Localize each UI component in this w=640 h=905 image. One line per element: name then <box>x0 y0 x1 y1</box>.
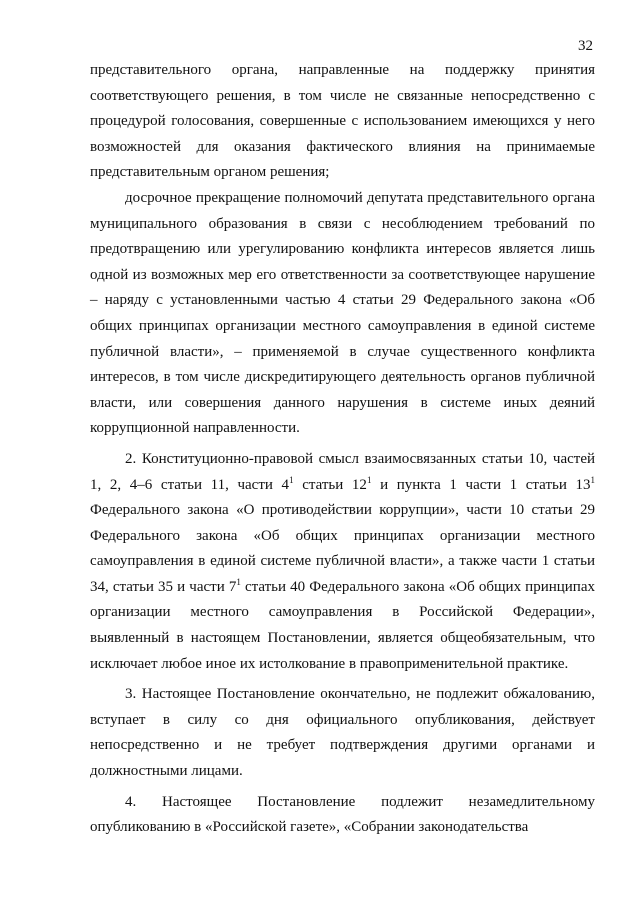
document-body <box>90 58 595 841</box>
superscript-2: 1 <box>366 474 372 485</box>
page-number: 32 <box>578 38 593 54</box>
paragraph-2: досрочное прекращение полномочий депутата представительного органа муниципального образования в связи с несоблюдением требований по предотвращению или урегулированию конфликта интересов является лишь одной из возможных мер его ответственности за соответствующее нарушение – наряду с установленными частью 4 статьи 29 Федерального закона «Об общих принципах организации местного самоуправления в единой системе публичной власти», – применяемой в случае существенного конфликта интересов, в том числе дискредитирующего деятельность органов публичной власти, или совершения данного нарушения в системе иных деяний коррупционной направленности. <box>90 189 595 437</box>
superscript-1: 1 <box>289 474 294 485</box>
paragraph-3 <box>90 447 595 677</box>
superscript-3: 1 <box>590 474 595 485</box>
paragraph-5: 4. Настоящее Постановление подлежит незамедлительному опубликованию в «Российской газете», «Собрании законодательства <box>90 793 595 836</box>
paragraph-3-part-c: и пункта 1 части 1 статьи 13 <box>371 476 591 493</box>
paragraph-3-part-d: Федерального закона «О противодействии коррупции», части 10 статьи 29 Федерального закона «Об общих принципах организации местного самоуправления в единой системе публичной власти», а также части 1 статьи 34, статьи 35 и части 7 <box>90 502 595 595</box>
paragraph-3-part-a: 2. Конституционно-правовой смысл взаимосвязанных статьи 10, частей 1, 2, 4–6 статьи 11, части 4 <box>90 450 595 493</box>
paragraph-4: 3. Настоящее Постановление окончательно, не подлежит обжалованию, вступает в силу со дня официального опубликования, действует непосредственно и не требует подтверждения другими органами и должностными лицами. <box>90 686 595 780</box>
paragraph-1: представительного органа, направленные на поддержку принятия соответствующего решения, в том числе не связанные непосредственно с процедурой голосования, совершенные с использованием имеющихся у него возможностей для оказания фактического влияния на принимаемые представительным органом решения; <box>90 62 595 181</box>
paragraph-3-part-b: статьи 12 <box>293 476 367 493</box>
paragraph-3-part-e: статьи 40 Федерального закона «Об общих принципах организации местного самоуправления в Российской Федерации», выявленный в настоящем Постановлении, является общеобязательным, что исключает любое иное их истолкование в правоприменительной практике. <box>90 578 595 672</box>
superscript-4: 1 <box>236 576 241 587</box>
